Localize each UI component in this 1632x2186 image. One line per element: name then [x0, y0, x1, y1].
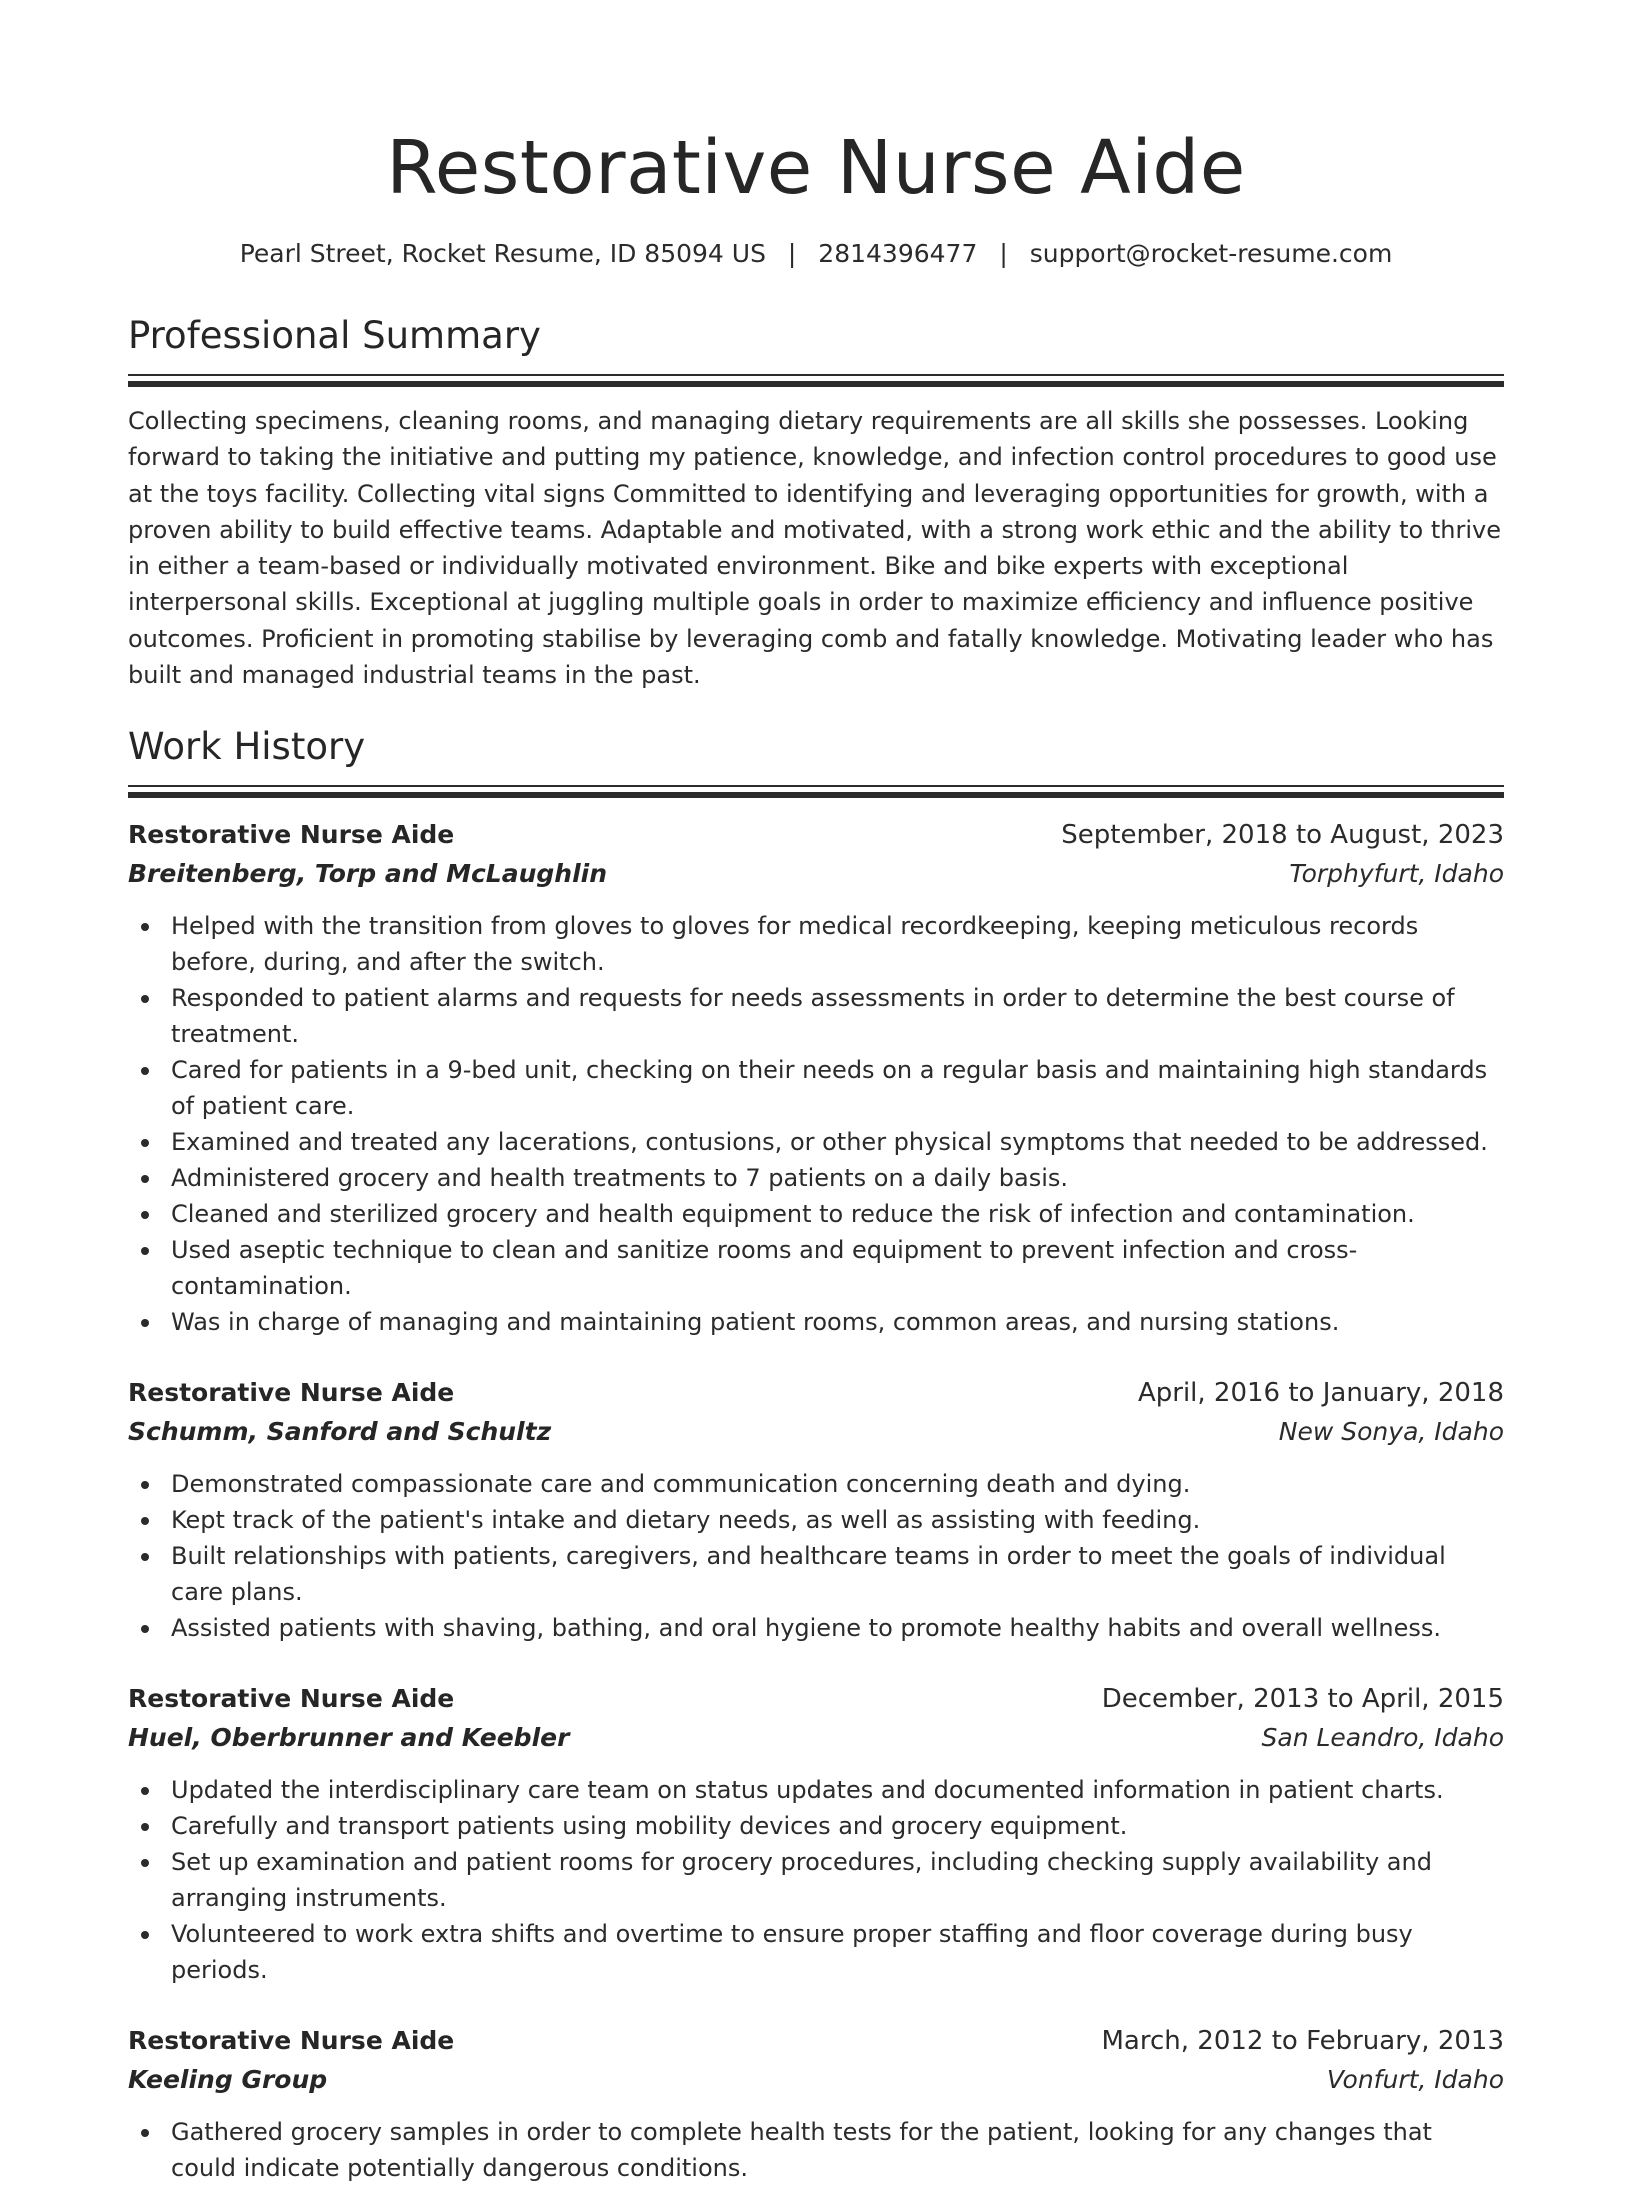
job-duty-item: Responded to patient alarms and requests for needs assessments in order to determine the best course of treatment.	[128, 980, 1504, 1052]
job-duty-item: Volunteered to work extra shifts and overtime to ensure proper staffing and floor coverage during busy periods.	[128, 1916, 1504, 1988]
job-title: Restorative Nurse Aide	[128, 1378, 455, 1408]
job-heading-row	[128, 1680, 1504, 1718]
job-employer-row	[128, 854, 1504, 894]
contact-email: support@rocket-resume.com	[1029, 239, 1393, 268]
job-employer-row	[128, 1412, 1504, 1452]
contact-separator: |	[787, 239, 797, 268]
job-duty-item: Updated the interdisciplinary care team on status updates and documented information in patient charts.	[128, 1772, 1504, 1808]
job-duties-list	[128, 1772, 1504, 1988]
job-title: Restorative Nurse Aide	[128, 820, 455, 850]
job-duty-item: Demonstrated compassionate care and communication concerning death and dying.	[128, 1466, 1504, 1502]
job-duty-item: Assisted patients with shaving, bathing, and oral hygiene to promote healthy habits and overall wellness.	[128, 1610, 1504, 1646]
job-duty-item: Set up examination and patient rooms for grocery procedures, including checking supply availability and arranging instruments.	[128, 1844, 1504, 1916]
job-location: Vonfurt, Idaho	[1326, 2065, 1504, 2095]
job-entry	[128, 816, 1504, 1340]
candidate-name: Restorative Nurse Aide	[386, 125, 1246, 211]
job-duty-item: Kept track of the patient's intake and dietary needs, as well as assisting with feeding.	[128, 1502, 1504, 1538]
job-duty-item: Carefully and transport patients using mobility devices and grocery equipment.	[128, 1808, 1504, 1844]
job-entry	[128, 1374, 1504, 1646]
job-employer-row	[128, 2060, 1504, 2100]
job-company: Keeling Group	[128, 2065, 328, 2095]
job-duty-item: Cared for patients in a 9-bed unit, checking on their needs on a regular basis and maintaining high standards of patient care.	[128, 1052, 1504, 1124]
job-duty-item: Was in charge of managing and maintaining patient rooms, common areas, and nursing stations.	[128, 1304, 1504, 1340]
job-dates: December, 2013 to April, 2015	[1101, 1684, 1504, 1715]
job-heading-row	[128, 2022, 1504, 2060]
section-title-summary: Professional Summary	[128, 314, 541, 357]
job-entry	[128, 2022, 1504, 2186]
section-divider-thick	[128, 792, 1504, 798]
contact-separator: |	[999, 239, 1008, 268]
job-duty-item: Gathered grocery samples in order to complete health tests for the patient, looking for any changes that could indicate potentially dangerous conditions.	[128, 2114, 1504, 2186]
section-divider	[128, 374, 1504, 376]
job-employer-row	[128, 1718, 1504, 1758]
job-dates: March, 2012 to February, 2013	[1101, 2026, 1504, 2057]
professional-summary-section	[128, 312, 1504, 693]
job-company: Huel, Oberbrunner and Keebler	[128, 1723, 570, 1753]
job-dates: April, 2016 to January, 2018	[1137, 1378, 1504, 1409]
job-location: New Sonya, Idaho	[1278, 1417, 1504, 1447]
contact-phone: 2814396477	[818, 239, 978, 268]
work-history-section	[128, 723, 1504, 2186]
job-location: Torphyfurt, Idaho	[1289, 859, 1504, 889]
job-duty-item: Helped with the transition from gloves to gloves for medical recordkeeping, keeping meticulous records before, during, and after the switch.	[128, 908, 1504, 980]
job-heading-row	[128, 816, 1504, 854]
job-duty-item: Used aseptic technique to clean and sanitize rooms and equipment to prevent infection and cross-contamination.	[128, 1232, 1504, 1304]
job-heading-row	[128, 1374, 1504, 1412]
job-duty-item: Built relationships with patients, caregivers, and healthcare teams in order to meet the goals of individual care plans.	[128, 1538, 1504, 1610]
contact-line	[128, 236, 1504, 272]
summary-paragraph: Collecting specimens, cleaning rooms, and managing dietary requirements are all skills she possesses. Looking forward to taking the initiative and putting my patience, knowledge, and infection control procedures to good use at the toys facility. Collecting vital signs Committed to identifying and leveraging opportunities for growth, with a proven ability to build effective teams. Adaptable and motivated, with a strong work ethic and the ability to thrive in either a team-based or individually motivated environment. Bike and bike experts with exceptional interpersonal skills. Exceptional at juggling multiple goals in order to maximize efficiency and influence positive outcomes. Proficient in promoting stabilise by leveraging comb and fatally knowledge. Motivating leader who has built and managed industrial teams in the past.	[128, 407, 1501, 690]
job-company: Breitenberg, Torp and McLaughlin	[128, 859, 608, 889]
job-company: Schumm, Sanford and Schultz	[128, 1417, 552, 1447]
section-divider	[128, 785, 1504, 787]
job-duty-item: Examined and treated any lacerations, contusions, or other physical symptoms that needed to be addressed.	[128, 1124, 1504, 1160]
job-title: Restorative Nurse Aide	[128, 1684, 455, 1714]
job-title: Restorative Nurse Aide	[128, 2026, 455, 2056]
section-title-work-history: Work History	[128, 725, 366, 769]
job-duties-list	[128, 908, 1504, 1340]
contact-address: Pearl Street, Rocket Resume, ID 85094 US	[239, 239, 766, 268]
job-dates: September, 2018 to August, 2023	[1061, 820, 1504, 851]
job-entry	[128, 1680, 1504, 1988]
job-duty-item: Administered grocery and health treatments to 7 patients on a daily basis.	[128, 1160, 1504, 1196]
job-location: San Leandro, Idaho	[1261, 1723, 1504, 1753]
job-duties-list	[128, 1466, 1504, 1646]
job-duties-list	[128, 2114, 1504, 2186]
resume-header	[128, 118, 1504, 272]
section-divider-thick	[128, 381, 1504, 387]
job-duty-item: Cleaned and sterilized grocery and health equipment to reduce the risk of infection and contamination.	[128, 1196, 1504, 1232]
